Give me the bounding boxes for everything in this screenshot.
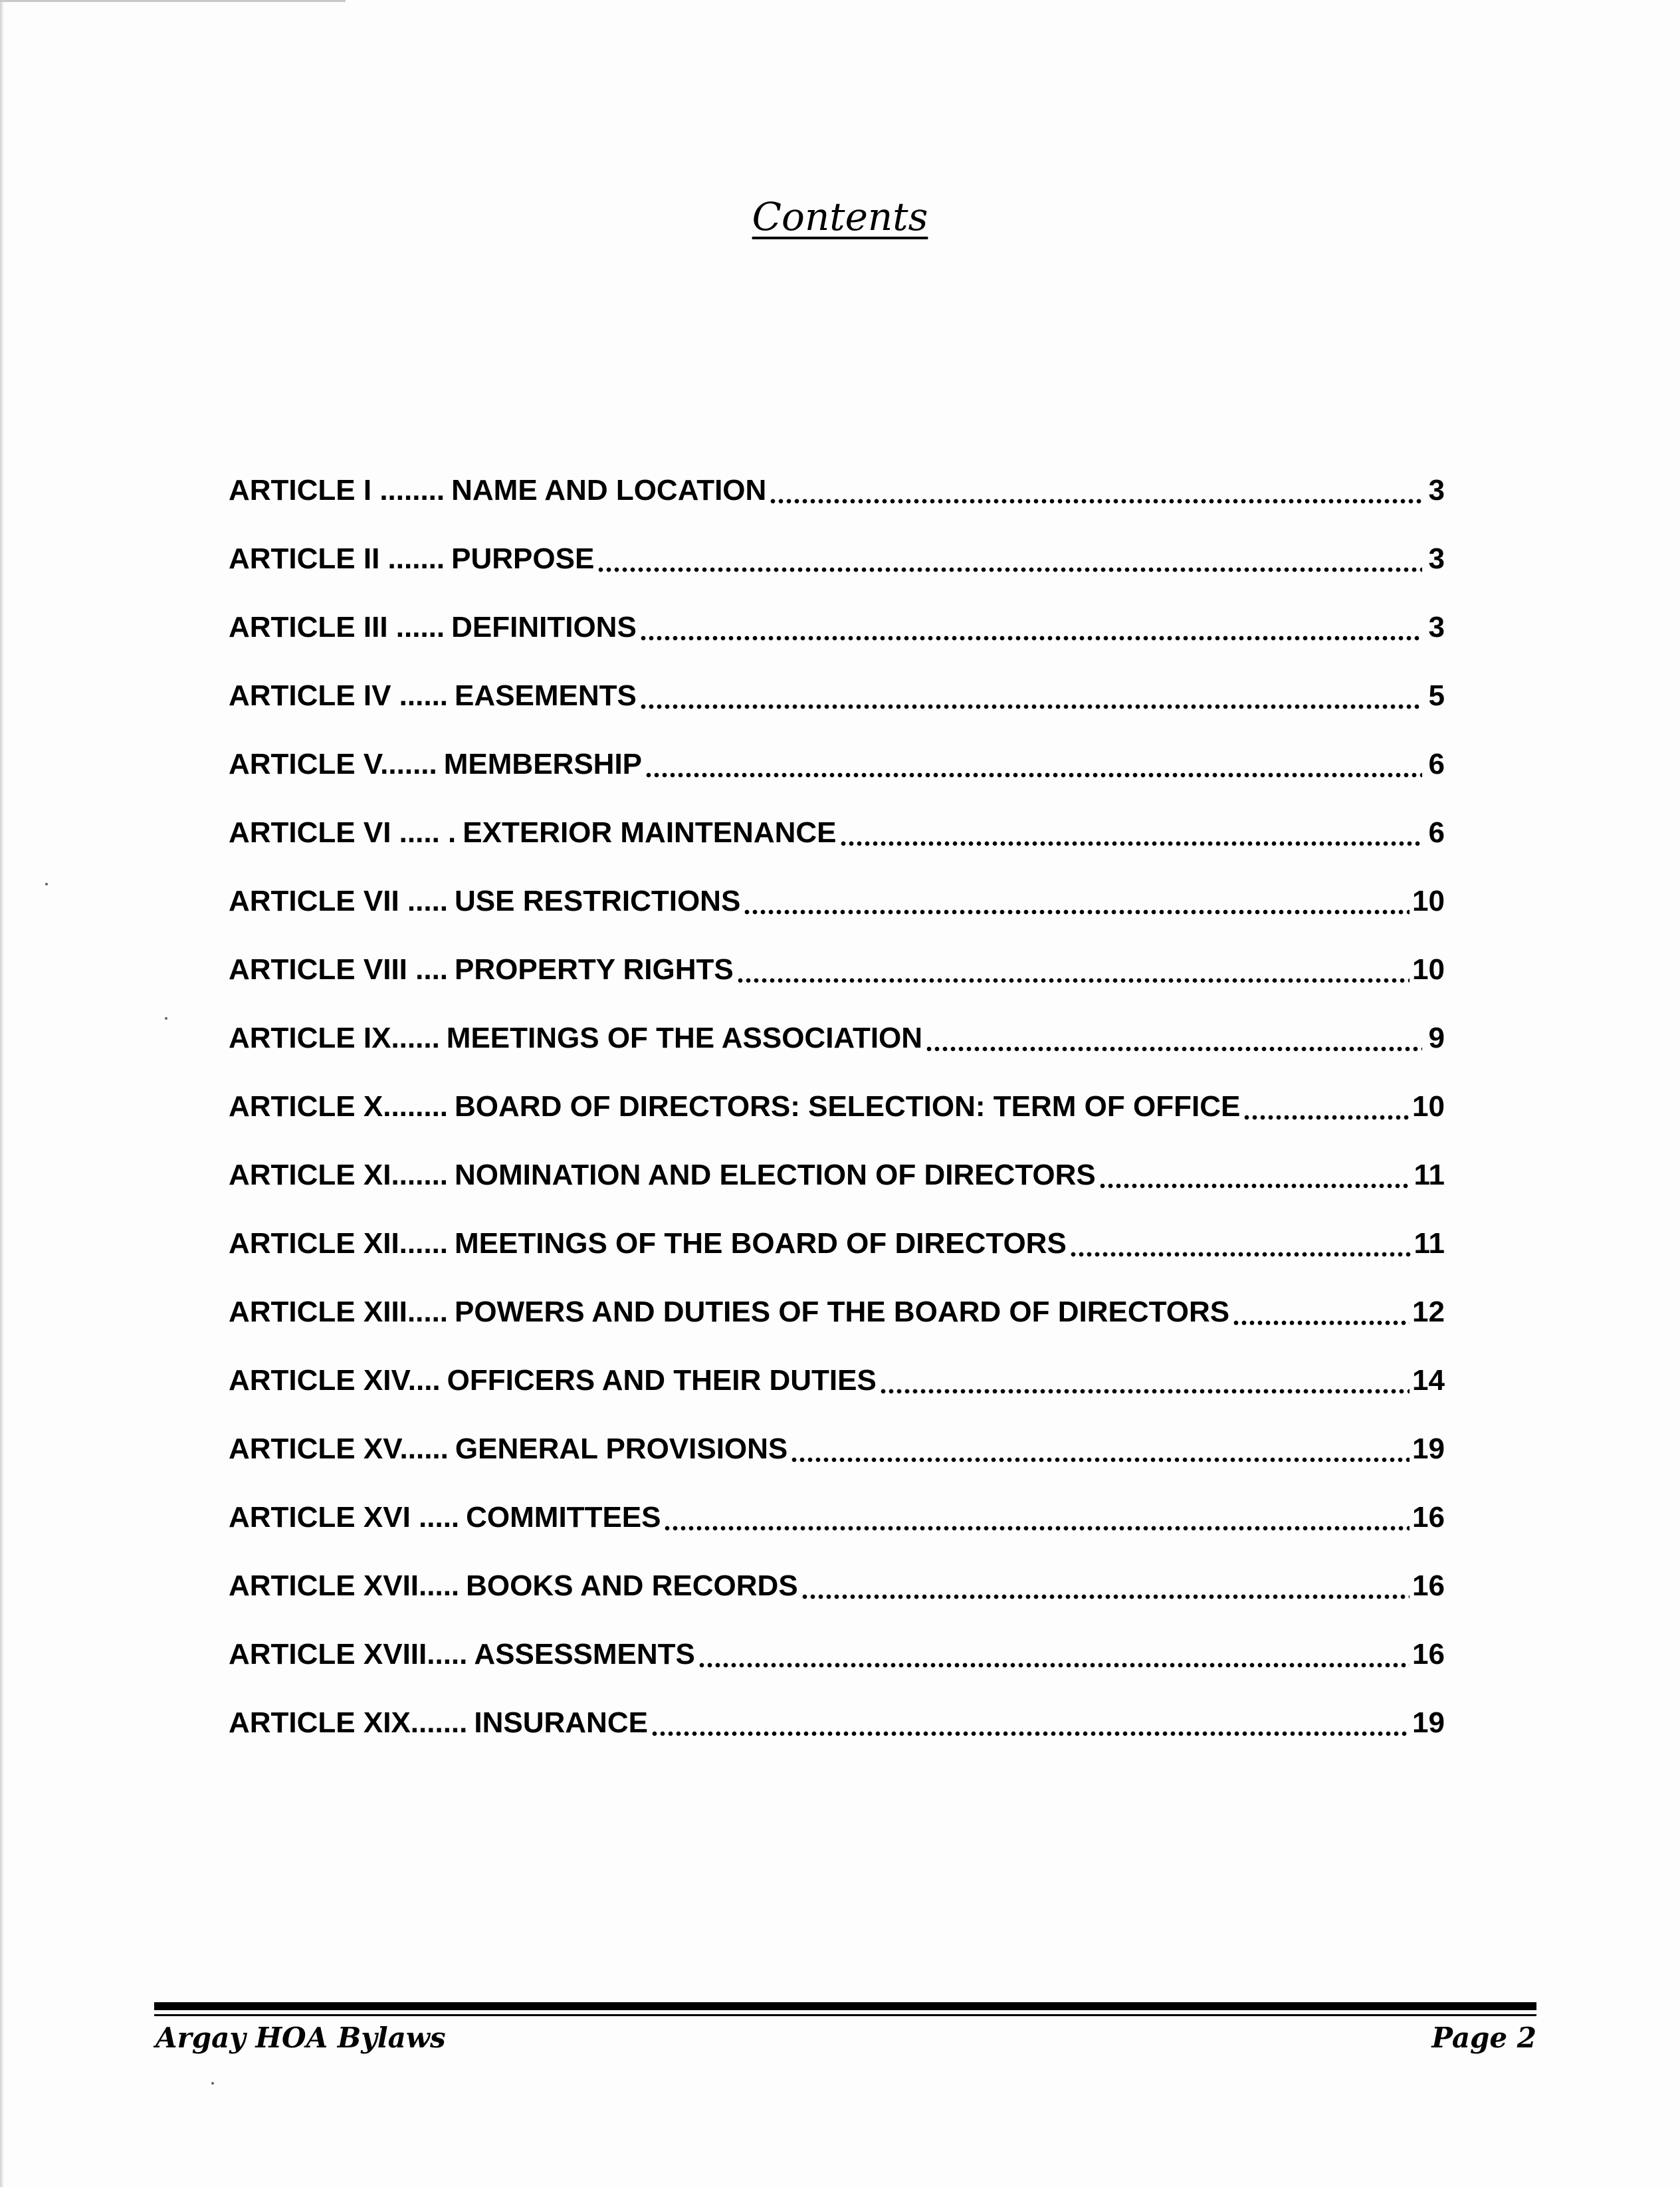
toc-dot-leader xyxy=(839,818,1423,848)
toc-entry xyxy=(229,1278,1445,1346)
toc-entry xyxy=(229,798,1445,867)
toc-article-title: COMMITTEES xyxy=(466,1500,661,1534)
toc-page-number: 10 xyxy=(1412,1090,1445,1123)
toc-entry xyxy=(229,730,1445,798)
toc-dot-leader xyxy=(736,955,1410,984)
toc-page-number: 6 xyxy=(1428,816,1445,849)
toc-dot-leader xyxy=(645,750,1422,779)
scan-top-edge xyxy=(0,0,346,2)
toc-entry xyxy=(229,661,1445,730)
scan-edge xyxy=(0,0,4,2187)
toc-entry xyxy=(229,1346,1445,1415)
toc-article-title: GENERAL PROVISIONS xyxy=(455,1432,788,1465)
toc-article-title: EASEMENTS xyxy=(455,679,637,712)
toc-entry xyxy=(229,1415,1445,1483)
toc-article-number: ARTICLE VII ..... xyxy=(229,884,449,917)
toc-dot-leader xyxy=(639,613,1422,642)
toc-page-number: 16 xyxy=(1412,1569,1445,1602)
toc-dot-leader xyxy=(769,476,1422,505)
toc-article-number: ARTICLE IV ...... xyxy=(229,679,449,712)
toc-page-number: 16 xyxy=(1412,1500,1445,1534)
toc-article-title: NOMINATION AND ELECTION OF DIRECTORS xyxy=(455,1158,1096,1191)
toc-entry xyxy=(229,1072,1445,1141)
table-of-contents xyxy=(229,456,1445,1757)
toc-article-title: MEETINGS OF THE ASSOCIATION xyxy=(446,1021,923,1054)
page-title xyxy=(0,190,1680,243)
toc-page-number: 19 xyxy=(1412,1706,1445,1739)
toc-article-title: INSURANCE xyxy=(474,1706,648,1739)
toc-dot-leader xyxy=(663,1503,1410,1532)
toc-article-title: PURPOSE xyxy=(451,542,595,575)
toc-article-title: OFFICERS AND THEIR DUTIES xyxy=(447,1363,877,1397)
toc-article-number: ARTICLE XVI ..... xyxy=(229,1500,460,1534)
toc-article-title: NAME AND LOCATION xyxy=(451,473,767,507)
toc-dot-leader xyxy=(790,1435,1410,1464)
toc-entry xyxy=(229,1209,1445,1278)
toc-entry xyxy=(229,1552,1445,1620)
toc-article-title: PROPERTY RIGHTS xyxy=(455,953,734,986)
toc-article-number: ARTICLE XVII..... xyxy=(229,1569,460,1602)
toc-entry xyxy=(229,456,1445,524)
toc-article-title: USE RESTRICTIONS xyxy=(455,884,741,917)
toc-dot-leader xyxy=(879,1366,1410,1395)
toc-entry xyxy=(229,524,1445,593)
toc-dot-leader xyxy=(597,544,1422,574)
toc-dot-leader xyxy=(1069,1229,1412,1258)
toc-dot-leader xyxy=(801,1571,1410,1601)
footer-rule xyxy=(154,2002,1536,2010)
toc-dot-leader xyxy=(925,1024,1422,1053)
footer-rule-thin xyxy=(154,2014,1536,2016)
toc-page-number: 6 xyxy=(1428,747,1445,780)
toc-entry xyxy=(229,593,1445,661)
toc-entry xyxy=(229,1688,1445,1757)
toc-page-number: 19 xyxy=(1412,1432,1445,1465)
footer-page-number: Page 2 xyxy=(1431,2021,1536,2054)
scan-speck xyxy=(211,2082,214,2085)
toc-article-number: ARTICLE XIV.... xyxy=(229,1363,441,1397)
toc-article-number: ARTICLE XV...... xyxy=(229,1432,449,1465)
toc-article-number: ARTICLE VIII .... xyxy=(229,953,449,986)
toc-page-number: 12 xyxy=(1412,1295,1445,1328)
toc-article-number: ARTICLE XIII..... xyxy=(229,1295,449,1328)
toc-page-number: 3 xyxy=(1428,473,1445,507)
toc-article-number: ARTICLE XI....... xyxy=(229,1158,449,1191)
toc-dot-leader xyxy=(743,887,1410,916)
toc-article-title: BOARD OF DIRECTORS: SELECTION: TERM OF OFFICE xyxy=(455,1090,1241,1123)
page-title-text: Contents xyxy=(752,194,928,239)
toc-article-title: DEFINITIONS xyxy=(451,610,637,643)
toc-article-title: MEMBERSHIP xyxy=(443,747,643,780)
toc-article-number: ARTICLE XVIII..... xyxy=(229,1637,468,1670)
toc-article-number: ARTICLE V....... xyxy=(229,747,437,780)
toc-page-number: 11 xyxy=(1414,1158,1445,1191)
toc-dot-leader xyxy=(1232,1298,1410,1327)
toc-page-number: 9 xyxy=(1428,1021,1445,1054)
toc-article-number: ARTICLE XII...... xyxy=(229,1226,449,1260)
toc-dot-leader xyxy=(651,1708,1410,1738)
toc-entry xyxy=(229,1141,1445,1209)
toc-page-number: 10 xyxy=(1412,953,1445,986)
toc-article-number: ARTICLE II ....... xyxy=(229,542,445,575)
toc-entry xyxy=(229,1004,1445,1072)
toc-article-number: ARTICLE XIX....... xyxy=(229,1706,468,1739)
toc-article-number: ARTICLE I ........ xyxy=(229,473,445,507)
toc-page-number: 10 xyxy=(1412,884,1445,917)
toc-dot-leader xyxy=(1243,1092,1410,1121)
toc-page-number: 14 xyxy=(1412,1363,1445,1397)
toc-page-number: 11 xyxy=(1414,1226,1445,1260)
toc-article-title: EXTERIOR MAINTENANCE xyxy=(463,816,837,849)
toc-dot-leader xyxy=(1099,1161,1412,1190)
toc-article-title: BOOKS AND RECORDS xyxy=(466,1569,798,1602)
toc-article-title: MEETINGS OF THE BOARD OF DIRECTORS xyxy=(455,1226,1067,1260)
toc-page-number: 5 xyxy=(1428,679,1445,712)
scan-speck xyxy=(45,883,48,885)
toc-entry xyxy=(229,935,1445,1004)
toc-article-number: ARTICLE X........ xyxy=(229,1090,449,1123)
toc-entry xyxy=(229,867,1445,935)
toc-article-number: ARTICLE VI ..... . xyxy=(229,816,457,849)
toc-page-number: 3 xyxy=(1428,542,1445,575)
toc-article-title: POWERS AND DUTIES OF THE BOARD OF DIRECTORS xyxy=(455,1295,1230,1328)
toc-page-number: 3 xyxy=(1428,610,1445,643)
toc-article-number: ARTICLE IX...... xyxy=(229,1021,440,1054)
toc-page-number: 16 xyxy=(1412,1637,1445,1670)
toc-article-number: ARTICLE III ...... xyxy=(229,610,445,643)
toc-article-title: ASSESSMENTS xyxy=(474,1637,695,1670)
toc-dot-leader xyxy=(698,1640,1410,1669)
toc-entry xyxy=(229,1620,1445,1688)
footer-document-name: Argay HOA Bylaws xyxy=(156,2021,446,2054)
toc-entry xyxy=(229,1483,1445,1552)
toc-dot-leader xyxy=(639,681,1422,711)
scan-speck xyxy=(165,1017,167,1020)
